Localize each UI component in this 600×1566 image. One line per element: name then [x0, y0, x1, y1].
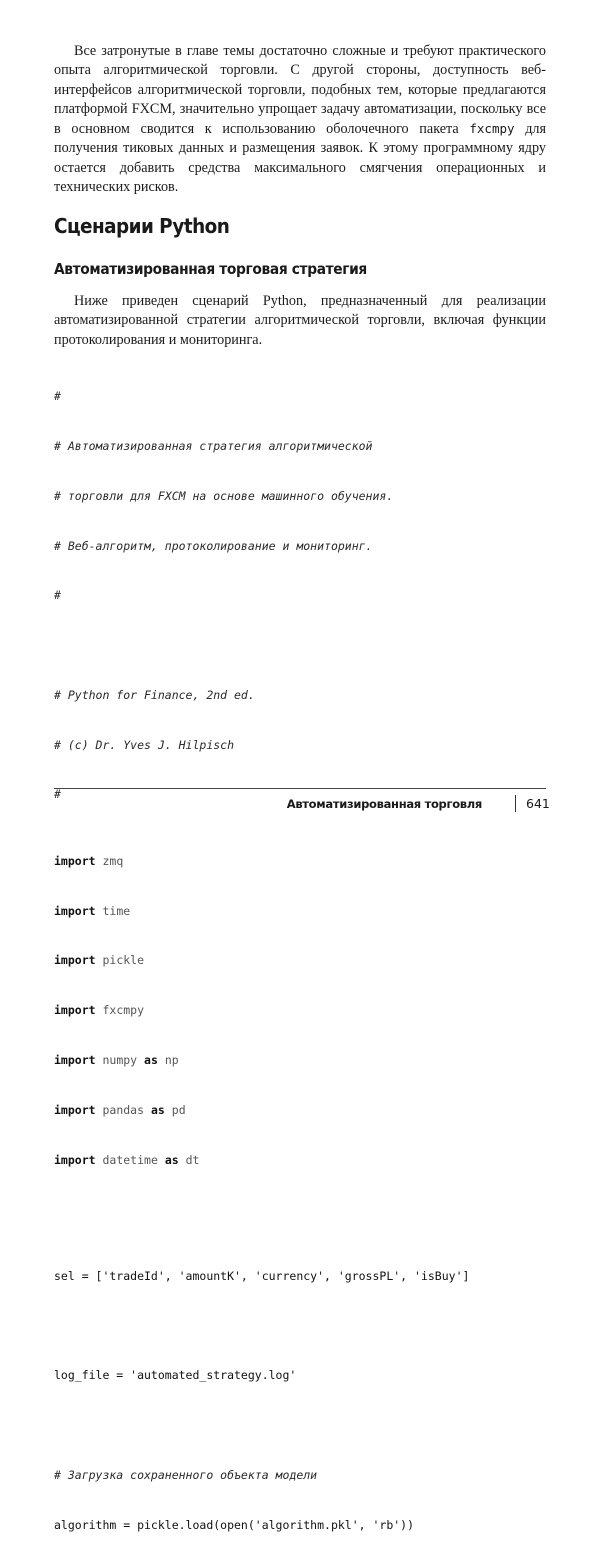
- footer-separator: [515, 795, 516, 812]
- intro-text-before: Все затронутые в главе темы достаточно сложные и требуют практического опыта алгоритмической торговли. С другой стороны, доступность веб-интерфейсов алгоритмической торговли, подобных тем, которые предлагаются платформой FXCM, значительно упрощает задачу автоматизации, поскольку все в основном сводится к использованию оболочечного пакета: [54, 43, 546, 138]
- code-blank-line: [54, 1218, 546, 1235]
- code-import-line: import pickle: [54, 953, 145, 968]
- code-blank-line: [54, 637, 546, 654]
- description-text: Ниже приведен сценарий Python, предназначенный для реализации автоматизированной стратегии алгоритмической торговли, включая функции протоколирования и мониторинга.: [54, 293, 546, 348]
- code-sel-line: sel = ['tradeId', 'amountK', 'currency', 'grossPL', 'isBuy']: [54, 1268, 470, 1283]
- code-blank-line: [54, 1417, 546, 1434]
- code-import-line: import numpy as np: [54, 1052, 179, 1067]
- intro-paragraph: [54, 42, 546, 197]
- running-title: Автоматизированная торговля: [286, 797, 482, 811]
- code-credits-line: #: [54, 787, 61, 802]
- code-comment-line: #: [54, 389, 61, 404]
- code-import-line: import time: [54, 903, 131, 918]
- subsection-title: Автоматизированная торговая стратегия: [54, 260, 367, 278]
- inline-code-fxcmpy: fxcmpy: [469, 121, 515, 137]
- code-load-line: algorithm = pickle.load(open('algorithm.pkl', 'rb')): [54, 1517, 415, 1532]
- code-comment-line: # Веб-алгоритм, протоколирование и мониторинг.: [54, 538, 373, 553]
- code-credits-line: # (c) Dr. Yves J. Hilpisch: [54, 737, 235, 752]
- code-import-line: import zmq: [54, 853, 124, 868]
- footer-rule: [54, 788, 546, 789]
- intro-text-after: для получения тиковых данных и размещения заявок. К этому программному ядру остается добавить средства максимального смягчения операционных и технических рисков.: [54, 121, 547, 196]
- code-comment-line: # торговли для FXCM на основе машинного обучения.: [54, 488, 394, 503]
- code-load-comment: # Загрузка сохраненного объекта модели: [54, 1467, 318, 1482]
- code-log-line: log_file = 'automated_strategy.log': [54, 1368, 297, 1383]
- page-number: 641: [526, 796, 550, 811]
- code-comment-line: # Автоматизированная стратегия алгоритмической: [54, 438, 373, 453]
- section-title: Сценарии Python: [54, 214, 230, 238]
- code-credits-line: # Python for Finance, 2nd ed.: [54, 687, 255, 702]
- code-import-line: import fxcmpy: [54, 1003, 145, 1018]
- code-comment-line: #: [54, 588, 61, 603]
- code-listing: [54, 355, 546, 1566]
- description-paragraph: [54, 292, 546, 350]
- code-blank-line: [54, 1317, 546, 1334]
- code-import-line: import datetime as dt: [54, 1152, 200, 1167]
- code-import-line: import pandas as pd: [54, 1102, 186, 1117]
